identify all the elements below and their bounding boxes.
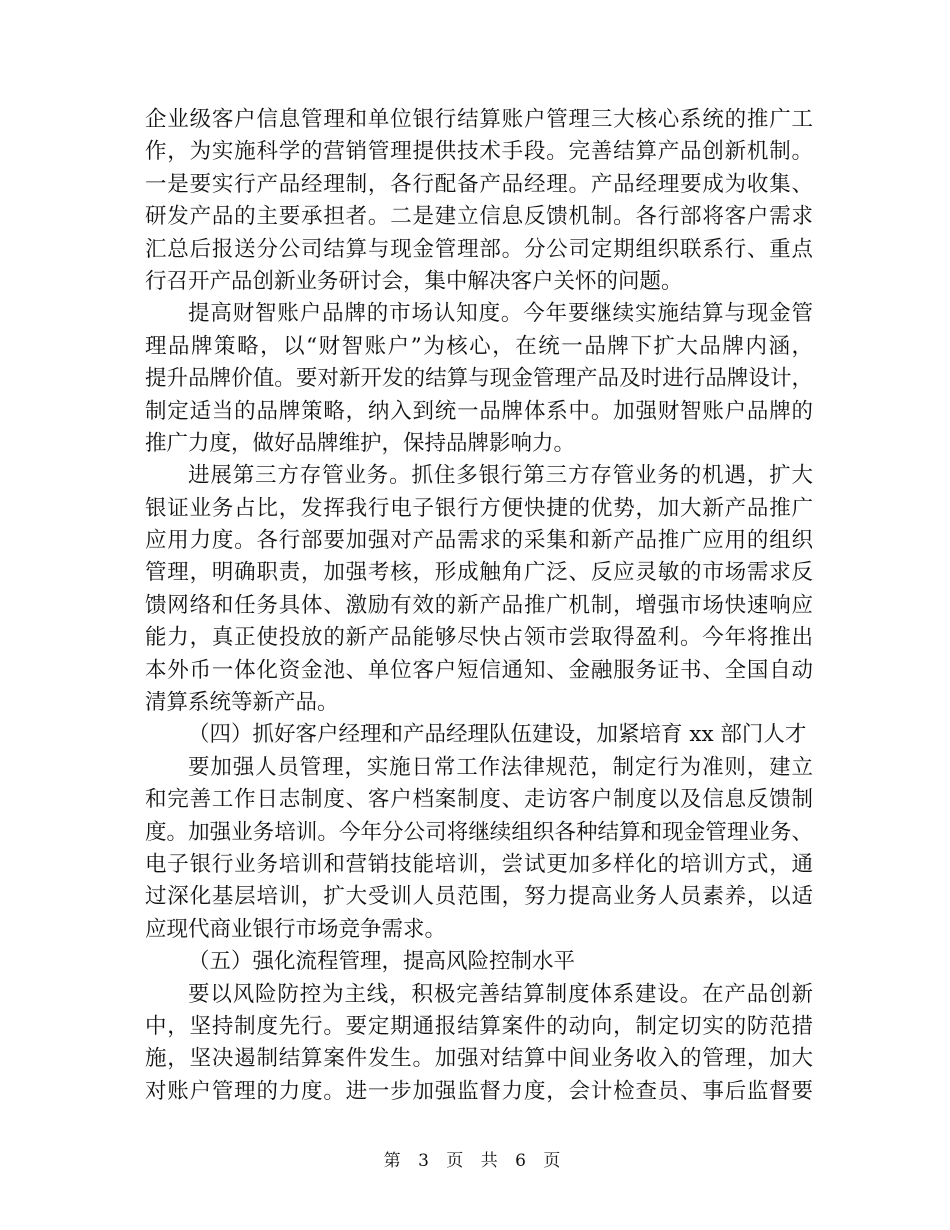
text-line: 能力，真正使投放的新产品能够尽快占领市尝取得盈利。今年将推出 bbox=[145, 625, 813, 651]
text-line: 和完善工作日志制度、客户档案制度、走访客户制度以及信息反馈制 bbox=[145, 787, 813, 813]
text-line: 制定适当的品牌策略，纳入到统一品牌体系中。加强财智账户品牌的 bbox=[145, 398, 813, 424]
text-line: 作，为实施科学的营销管理提供技术手段。完善结算产品创新机制。 bbox=[145, 139, 813, 165]
text-line: 施，坚决遏制结算案件发生。加强对结算中间业务收入的管理，加大 bbox=[145, 1046, 813, 1072]
document-body bbox=[145, 104, 813, 1108]
text-line: 管理，明确职责，加强考核，形成触角广泛、反应灵敏的市场需求反 bbox=[145, 560, 813, 586]
text-line: 一是要实行产品经理制，各行配备产品经理。产品经理要成为收集、 bbox=[145, 171, 813, 197]
text-line: 电子银行业务培训和营销技能培训，尝试更加多样化的培训方式，通 bbox=[145, 851, 813, 877]
text-line: （四）抓好客户经理和产品经理队伍建设，加紧培育 xx 部门人才 bbox=[188, 722, 807, 748]
page-footer: 第 3 页 共 6 页 bbox=[383, 1151, 567, 1171]
text-line: 推广力度，做好品牌维护，保持品牌影响力。 bbox=[145, 430, 576, 456]
text-line: 进展第三方存管业务。抓住多银行第三方存管业务的机遇，扩大 bbox=[188, 463, 813, 489]
text-line: 清算系统等新产品。 bbox=[145, 690, 339, 716]
text-line: 要加强人员管理，实施日常工作法律规范，制定行为准则，建立 bbox=[188, 754, 813, 780]
text-line: 过深化基层培训，扩大受训人员范围，努力提高业务人员素养，以适 bbox=[145, 884, 813, 910]
text-line: （五）强化流程管理，提高风险控制水平 bbox=[188, 949, 576, 975]
text-line: 汇总后报送分公司结算与现金管理部。分公司定期组织联系行、重点 bbox=[145, 236, 813, 262]
text-line: 馈网络和任务具体、激励有效的新产品推广机制，增强市场快速响应 bbox=[145, 592, 813, 618]
text-line: 研发产品的主要承担者。二是建立信息反馈机制。各行部将客户需求 bbox=[145, 204, 813, 230]
text-line: 企业级客户信息管理和单位银行结算账户管理三大核心系统的推广工 bbox=[145, 107, 813, 132]
text-line: 提高财智账户品牌的市场认知度。今年要继续实施结算与现金管 bbox=[188, 301, 813, 327]
text-line: 本外币一体化资金池、单位客户短信通知、金融服务证书、全国自动 bbox=[145, 657, 813, 683]
text-line: 提升品牌价值。要对新开发的结算与现金管理产品及时进行品牌设计， bbox=[145, 366, 813, 392]
text-line: 银证业务占比，发挥我行电子银行方便快捷的优势，加大新产品推广 bbox=[145, 495, 813, 521]
text-line: 对账户管理的力度。进一步加强监督力度，会计检查员、事后监督要 bbox=[145, 1078, 813, 1104]
text-line: 中，坚持制度先行。要定期通报结算案件的动向，制定切实的防范措 bbox=[145, 1013, 813, 1039]
text-line: 应用力度。各行部要加强对产品需求的采集和新产品推广应用的组织 bbox=[145, 528, 813, 554]
text-line: 度。加强业务培训。今年分公司将继续组织各种结算和现金管理业务、 bbox=[145, 819, 813, 845]
text-line: 理品牌策略，以“财智账户”为核心，在统一品牌下扩大品牌内涵， bbox=[145, 333, 813, 359]
text-line: 行召开产品创新业务研讨会，集中解决客户关怀的问题。 bbox=[145, 268, 683, 294]
text-line: 应现代商业银行市场竞争需求。 bbox=[145, 916, 447, 942]
text-line: 要以风险防控为主线，积极完善结算制度体系建设。在产品创新 bbox=[188, 981, 813, 1007]
